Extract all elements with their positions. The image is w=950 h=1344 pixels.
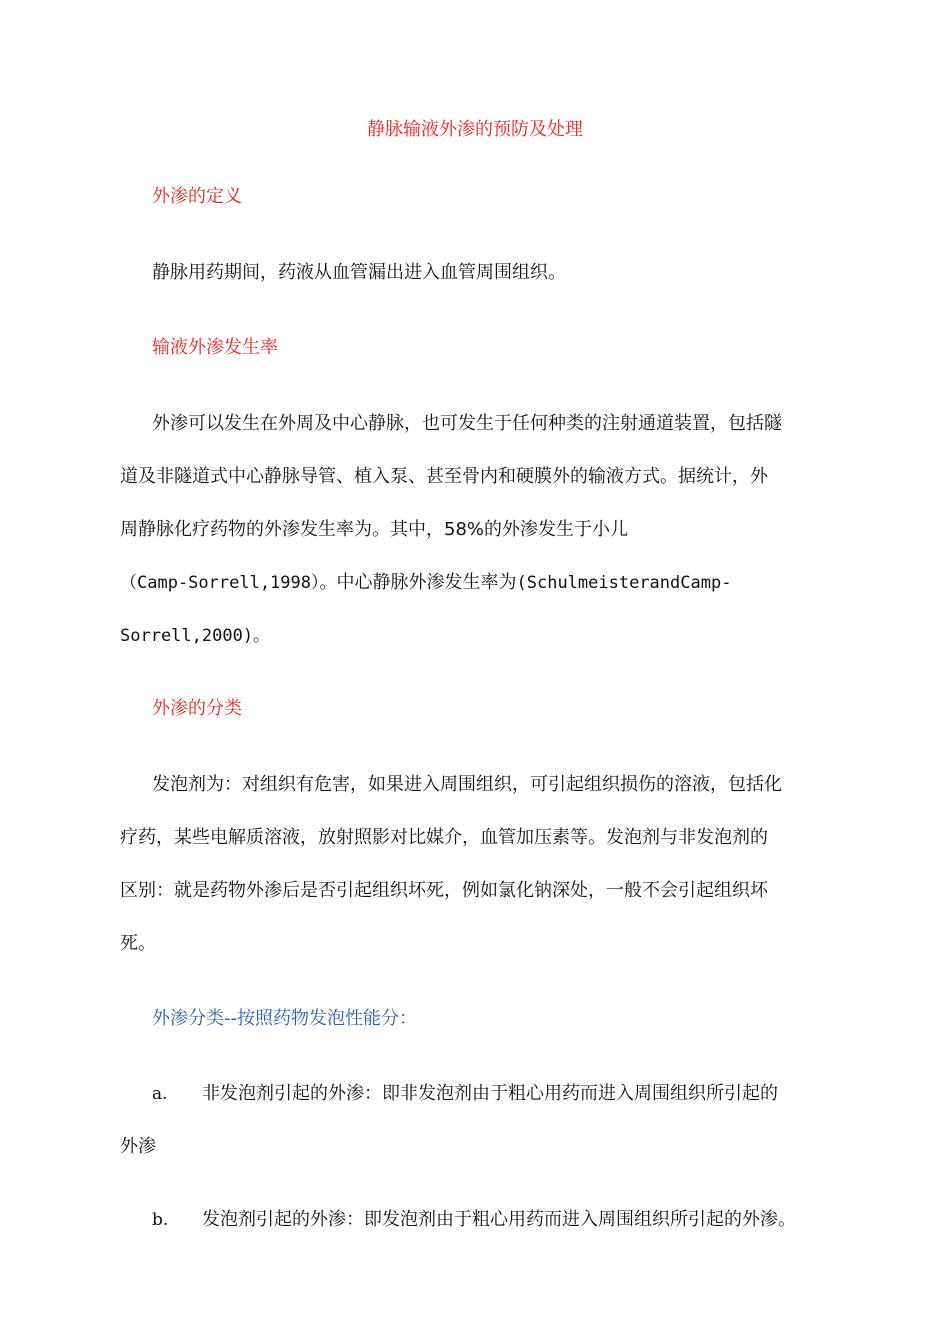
list-item-b-text: 发泡剂引起的外渗：即发泡剂由于粗心用药而进入周围组织所引起的外渗。: [202, 1209, 796, 1230]
document-title: 静脉输液外渗的预防及处理: [367, 119, 583, 140]
incidence-line-4: [120, 556, 830, 609]
incidence-line-5: [120, 609, 830, 662]
list-item-b-line: [120, 1193, 830, 1246]
paragraph-incidence: [120, 397, 830, 662]
incidence-line-1: 外渗可以发生在外周及中心静脉，也可发生于任何种类的注射通道装置，包括隧: [152, 413, 782, 434]
list-item-a: [120, 1067, 830, 1173]
citation-schulmeister: (SchulmeisterandCamp-: [516, 573, 732, 593]
list-item-a-line: [120, 1067, 830, 1120]
paragraph-definition: [120, 246, 830, 299]
list-marker-a: a.: [152, 1084, 168, 1104]
list-item-b: [120, 1193, 830, 1246]
heading-by-drug: 外渗分类--按照药物发泡性能分：: [152, 1008, 417, 1029]
list-item-a-text: 非发泡剂引起的外渗：即非发泡剂由于粗心用药而进入周围组织所引起的: [202, 1083, 778, 1104]
central-vein-rate-text: 中心静脉外渗发生率为: [336, 572, 517, 593]
heading-definition: 外渗的定义: [152, 186, 242, 207]
classification-line-4: 死。: [120, 933, 156, 954]
incidence-line-3: 周静脉化疗药物的外渗发生率为。其中，58%的外渗发生于小儿: [120, 519, 629, 540]
incidence-line-2: 道及非隧道式中心静脉导管、植入泵、甚至骨内和硬膜外的输液方式。据统计，外: [120, 466, 768, 487]
heading-incidence: 输液外渗发生率: [152, 337, 278, 358]
paragraph-classification: [120, 758, 830, 970]
list-marker-b: b.: [152, 1210, 169, 1230]
classification-line-2: 疗药，某些电解质溶液，放射照影对比媒介，血管加压素等。发泡剂与非发泡剂的: [120, 827, 768, 848]
classification-line-1: 发泡剂为：对组织有危害，如果进入周围组织，可引起组织损伤的溶液，包括化: [152, 774, 782, 795]
classification-line-3: 区别：就是药物外渗后是否引起组织坏死，例如氯化钠深处，一般不会引起组织坏: [120, 880, 768, 901]
heading-classification: 外渗的分类: [152, 698, 242, 719]
citation-camp-sorrell: （Camp-Sorrell,1998）。: [120, 573, 337, 593]
citation-schulmeister-end: Sorrell,2000)。: [120, 626, 271, 646]
list-item-a-continuation: 外渗: [120, 1136, 156, 1157]
definition-text: 静脉用药期间，药液从血管漏出进入血管周围组织。: [152, 262, 566, 283]
